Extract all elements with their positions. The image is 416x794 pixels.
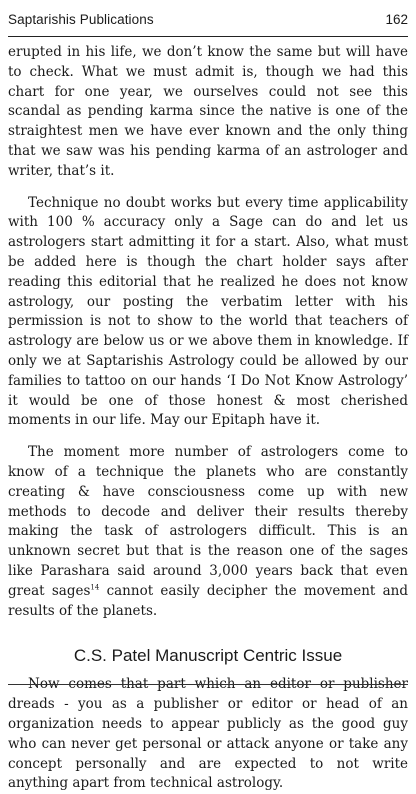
paragraph-3-text-a: The moment more number of astrologers come to know of a technique the planets who are constantly creating & have consciousness come up with new methods to decode and deliver their results thereby making the task of astrologers difficult. This is an unknown secret but that is the reason one of the sages like Parashara said around 3,000 years back that even great sages (8, 444, 408, 599)
footnote-reference: 14 (90, 583, 100, 592)
paragraph-1: erupted in his life, we don’t know the same but will have to check. What we must admit is, though we had this chart for one year, we ourselves could not see this scandal as pending karma since the native is one of the straightest men we have ever known and the only thing that we saw was his pending karma of an astrologer and writer, that’s it. (8, 44, 408, 179)
bottom-divider (8, 684, 408, 685)
section-paragraph: Now comes that part which an editor or publisher dreads - you as a publisher or editor or head of an organization needs to appear publicly as the good guy who can never get personal or attack anyone or take any concept personally and are expected to not write anything apart from technical astrology. (8, 676, 408, 792)
page-body (8, 37, 408, 794)
paragraph-3-text-b: cannot easily decipher the movement and results of the planets. (8, 582, 408, 619)
paragraph-3 (8, 443, 408, 621)
publication-name: Saptarishis Publications (8, 12, 154, 27)
section-heading: C.S. Patel Manuscript Centric Issue (73, 646, 343, 666)
page-number: 162 (385, 12, 408, 27)
paragraph-2: Technique no doubt works but every time applicability with 100 % accuracy only a Sage can do and let us astrologers start admitting it for a start. Also, what must be added here is though the chart holder says after reading this editorial that he realized he does not know astrology, our posting the verbatim letter with his permission is not to show to the world that teachers of astrology are below us or we above them in knowledge. If only we at Saptarishis Astrology could be allowed by our families to tattoo on our hands ‘I Do Not Know Astrology’ it would be one of those honest & most cherished moments in our life. May our Epitaph have it. (8, 194, 408, 429)
page-header (8, 0, 408, 37)
